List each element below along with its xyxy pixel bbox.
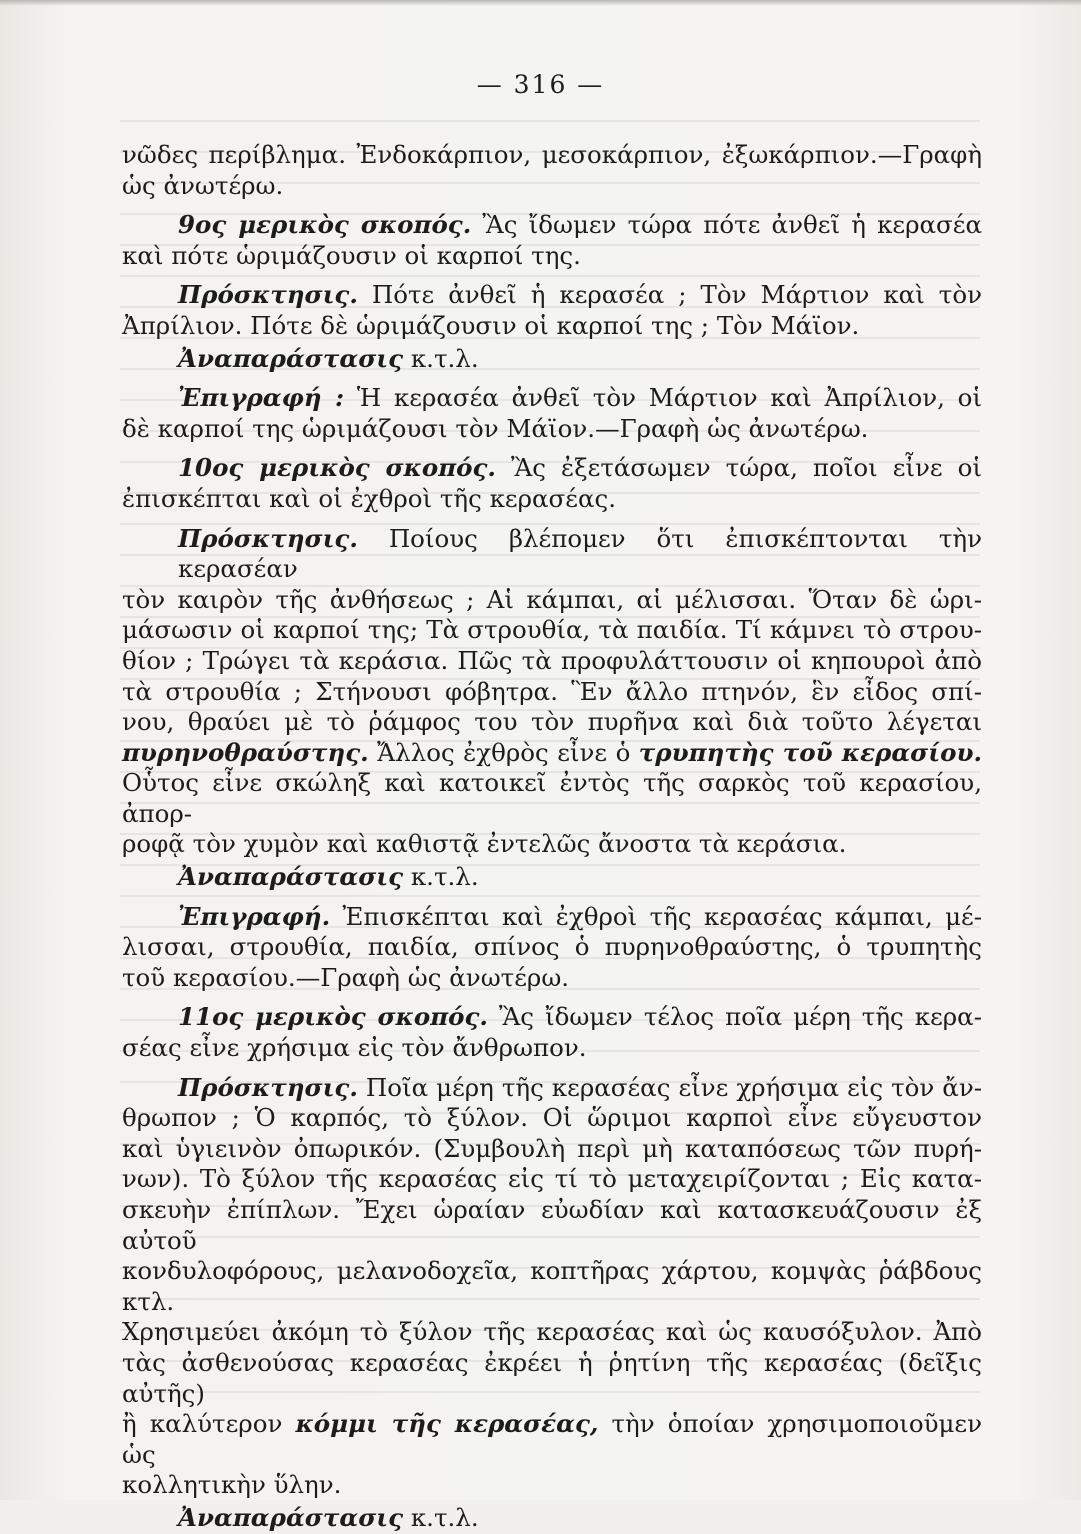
- paragraph-acquisition: [122, 524, 982, 861]
- paragraph-representation: [122, 344, 982, 375]
- section-label: Πρόσκτησις.: [178, 1072, 358, 1102]
- text-run: Ἐπισκέπται καὶ ἐχθροὶ τῆς κερασέας κάμπαι, μέ-: [342, 901, 982, 931]
- paragraph-inscription: [122, 383, 982, 444]
- paragraph-continuation: [122, 140, 982, 201]
- paragraph-goal-11: [122, 1002, 982, 1063]
- text-line: [122, 1002, 982, 1033]
- text-line: κονδυλοφόρους, μελανοδοχεῖα, κοπτῆρας χάρτου, κομψὰς ῥάβδους κτλ.: [122, 1256, 982, 1316]
- text-line: κολλητικὴν ὕλην.: [122, 1470, 342, 1500]
- text-line: ὡς ἀνωτέρω.: [122, 170, 284, 200]
- paragraph-acquisition: [122, 1073, 982, 1501]
- text-run: κ.τ.λ.: [410, 343, 479, 373]
- paragraph-representation: [122, 862, 982, 893]
- text-line: [122, 738, 982, 769]
- text-line: νου, θραύει μὲ τὸ ῥάμφος του τὸν πυρῆνα καὶ διὰ τοῦτο λέγεται: [122, 707, 982, 737]
- text-line: [122, 280, 982, 311]
- text-run: Ἂς ἴδωμεν τέλος ποῖα μέρη τῆς κερα-: [498, 1002, 982, 1032]
- text-line: ἐπισκέπται καὶ οἱ ἐχθροὶ τῆς κερασέας.: [122, 483, 617, 513]
- section-label: Ἐπιγραφή.: [178, 901, 331, 931]
- section-label: 11ος μερικὸς σκοπός.: [178, 1002, 488, 1032]
- text-line: [122, 902, 982, 933]
- text-line: σέας εἶνε χρήσιμα εἰς τὸν ἄνθρωπον.: [122, 1033, 587, 1063]
- text-line: θρωπον ; Ὁ καρπός, τὸ ξύλον. Οἱ ὥριμοι καρποὶ εἶνε εὔγευστον: [122, 1103, 982, 1133]
- text-run: κ.τ.λ.: [410, 862, 479, 892]
- text-line: δὲ καρποί της ὡριμάζουσι τὸν Μάϊον.—Γραφὴ ὡς ἀνωτέρω.: [122, 413, 869, 443]
- text-run: Ἄλλος ἐχθρὸς εἶνε ὁ: [377, 737, 631, 767]
- text-line: [122, 1073, 982, 1104]
- text-line: [122, 210, 982, 241]
- page-number: — 316 —: [476, 70, 605, 99]
- text-run: Ποίους βλέπομεν ὅτι ἐπισκέπτονται τὴν κερασέαν: [178, 523, 982, 584]
- text-line: Ἀπρίλιον. Πότε δὲ ὡριμάζουσιν οἱ καρποί της ; Τὸν Μάϊον.: [122, 310, 860, 340]
- page-top-edge: [0, 0, 1081, 6]
- text-run: Ἂς ἴδωμεν τώρα πότε ἀνθεῖ ἡ κερασέα: [482, 210, 982, 240]
- text-line: καὶ πότε ὡριμάζουσιν οἱ καρποί της.: [122, 240, 581, 270]
- paragraph-inscription: [122, 902, 982, 994]
- term-emphasis: κόμμι τῆς κερασέας,: [295, 1409, 599, 1439]
- section-label: Πρόσκτησις.: [178, 523, 358, 553]
- paragraph-acquisition: [122, 280, 982, 341]
- term-emphasis: τρυπητὴς τοῦ κερασίου.: [638, 737, 982, 767]
- paragraph-goal-10: [122, 453, 982, 514]
- text-line: μάσωσιν οἱ καρποί της; Τὰ στρουθία, τὰ παιδία. Τί κάμνει τὸ στρου-: [122, 615, 982, 645]
- text-run: Ἡ κερασέα ἀνθεῖ τὸν Μάρτιον καὶ Ἀπρίλιον, οἱ: [356, 383, 983, 413]
- term-emphasis: πυρηνοθραύστης.: [122, 737, 369, 767]
- text-run: ἢ καλύτερον: [122, 1409, 283, 1439]
- text-run: Ποῖα μέρη τῆς κερασέας εἶνε χρήσιμα εἰς τὸν ἄν-: [365, 1072, 983, 1102]
- text-line: νων). Τὸ ξύλον τῆς κερασέας εἰς τί τὸ μεταχειρίζονται ; Εἰς κατα-: [122, 1164, 982, 1194]
- text-line: [122, 1409, 982, 1470]
- text-run: Ἂς ἐξετάσωμεν τώρα, ποῖοι εἶνε οἱ: [510, 453, 982, 483]
- text-line: καὶ ὑγιεινὸν ὀπωρικόν. (Συμβουλὴ περὶ μὴ καταπόσεως τῶν πυρή-: [122, 1133, 982, 1163]
- section-label: 9ος μερικὸς σκοπός.: [178, 210, 472, 240]
- text-line: τοῦ κερασίου.—Γραφὴ ὡς ἀνωτέρω.: [122, 962, 570, 992]
- body-text: [122, 140, 982, 1534]
- text-line: Οὗτος εἶνε σκώληξ καὶ κατοικεῖ ἐντὸς τῆς σαρκὸς τοῦ κερασίου, ἀπορ-: [122, 768, 982, 828]
- text-line: λισσαι, στρουθία, παιδία, σπίνος ὁ πυρηνοθραύστης, ὁ τρυπητὴς: [122, 932, 982, 962]
- text-line: τὰ στρουθία ; Στήνουσι φόβητρα. Ἓν ἄλλο πτηνόν, ἓν εἶδος σπί-: [122, 676, 982, 706]
- text-line: [122, 453, 982, 484]
- section-label: Ἐπιγραφή :: [178, 383, 345, 413]
- text-line: νῶδες περίβλημα. Ἐνδοκάρπιον, μεσοκάρπιον, ἐξωκάρπιον.—Γραφὴ: [122, 140, 982, 169]
- section-label: Ἀναπαράστασις: [178, 862, 404, 892]
- text-run: Πότε ἀνθεῖ ἡ κερασέα ; Τὸν Μάρτιον καὶ τὸν: [371, 280, 982, 310]
- text-run: τὴν ὁποίαν χρησιμοποιοῦμεν ὡς: [122, 1409, 982, 1469]
- section-label: Ἀναπαράστασις: [178, 343, 404, 373]
- section-label: Πρόσκτησις.: [178, 280, 358, 310]
- text-line: θίον ; Τρώγει τὰ κεράσια. Πῶς τὰ προφυλάττουσιν οἱ κηπουροὶ ἀπὸ: [122, 645, 982, 675]
- text-line: Χρησιμεύει ἀκόμη τὸ ξύλον τῆς κερασέας καὶ ὡς καυσόξυλον. Ἀπὸ: [122, 1317, 982, 1347]
- text-line: ροφᾷ τὸν χυμὸν καὶ καθιστᾷ ἐντελῶς ἄνοστα τὰ κεράσια.: [122, 829, 847, 859]
- section-label: Ἀναπαράστασις: [178, 1502, 404, 1532]
- text-line: [122, 524, 982, 585]
- paragraph-representation: [122, 1503, 982, 1534]
- section-label: 10ος μερικὸς σκοπός.: [178, 453, 496, 483]
- text-run: κ.τ.λ.: [410, 1502, 479, 1532]
- text-line: τὰς ἀσθενούσας κερασέας ἐκρέει ἡ ῥητίνη τῆς κερασέας (δεῖξις αὐτῆς): [122, 1347, 982, 1408]
- paragraph-goal-9: [122, 210, 982, 271]
- text-line: σκευὴν ἐπίπλων. Ἔχει ὡραίαν εὐωδίαν καὶ κατασκευάζουσιν ἐξ αὐτοῦ: [122, 1195, 982, 1255]
- text-line: [122, 383, 982, 414]
- text-line: τὸν καιρὸν τῆς ἀνθήσεως ; Αἱ κάμπαι, αἱ μέλισσαι. Ὅταν δὲ ὡρι-: [122, 584, 982, 614]
